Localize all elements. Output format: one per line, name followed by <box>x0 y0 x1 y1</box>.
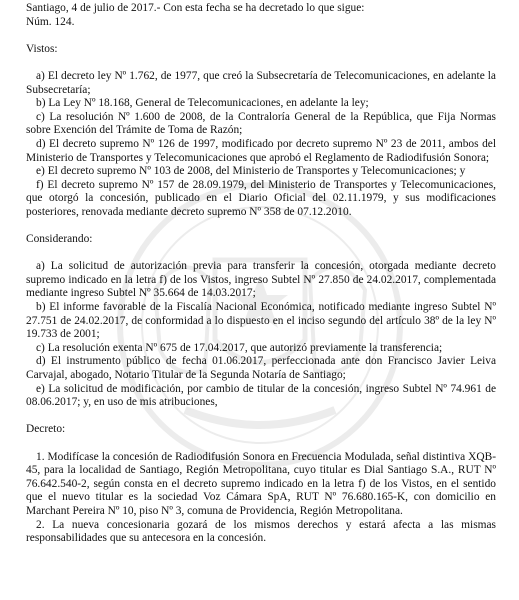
decree-number: Núm. 124. <box>26 15 75 28</box>
decreto-item-2: 2. La nueva concesionaria gozará de los mismos derechos y estará afecta a las mismas responsabilidades que su antecesora en la concesión. <box>26 518 496 545</box>
vistos-item-c: c) La resolución Nº 1.600 de 2008, de la Contraloría General de la República, que Fija Normas sobre Exención del Trámite de Toma de Razón; <box>26 110 496 137</box>
considerando-item-d: d) El instrumento público de fecha 01.06.2017, perfeccionada ante don Francisco Javier Leiva Carvajal, abogado, Notario Titular de la Segunda Notaría de Santiago; <box>26 355 496 382</box>
considerando-item-c: c) La resolución exenta Nº 675 de 17.04.2017, que autorizó previamente la transferencia; <box>36 341 443 354</box>
vistos-item-a: a) El decreto ley Nº 1.762, de 1977, que creó la Subsecretaría de Telecomunicaciones, en adelante la Subsecretaría; <box>26 69 496 96</box>
vistos-item-e: e) El decreto supremo Nº 103 de 2008, del Ministerio de Transportes y Telecomunicaciones; y <box>36 165 466 178</box>
decree-document <box>26 2 496 546</box>
vistos-item-f: f) El decreto supremo Nº 157 de 28.09.1979, del Ministerio de Transportes y Telecomunicaciones, que otorgó la concesión, publicado en el Diario Oficial del 02.11.1979, y sus modificaciones posteriores, renovada mediante decreto supremo Nº 358 de 07.12.2010. <box>26 178 496 218</box>
vistos-item-d: d) El decreto supremo Nº 126 de 1997, modificado por decreto supremo Nº 23 de 2011, ambos del Ministerio de Transportes y Telecomunicaciones que aprobó el Reglamento de Radiodifusión Sonora; <box>26 137 496 164</box>
decreto-heading: Decreto: <box>26 423 66 436</box>
vistos-heading: Vistos: <box>26 42 58 55</box>
considerando-item-a: a) La solicitud de autorización previa para transferir la concesión, otorgada mediante decreto supremo indicado en la letra f) de los Vistos, ingreso Subtel Nº 27.850 de 24.02.2017, complementada mediante ingreso Subtel Nº 35.664 de 14.03.2017; <box>26 260 496 300</box>
considerando-heading: Considerando: <box>26 233 93 246</box>
considerando-item-b: b) El informe favorable de la Fiscalía Nacional Económica, notificado mediante ingreso Subtel Nº 27.751 de 24.02.2017, de conformidad a lo dispuesto en el inciso segundo del artículo 38º de la ley Nº 19.733 de 2001; <box>26 301 496 341</box>
vistos-item-b: b) La Ley Nº 18.168, General de Telecomunicaciones, en adelante la ley; <box>36 97 369 110</box>
considerando-item-e: e) La solicitud de modificación, por cambio de titular de la concesión, ingreso Subtel Nº 74.961 de 08.06.2017; y, en uso de mis atribuciones, <box>26 382 496 409</box>
date-line: Santiago, 4 de julio de 2017.- Con esta fecha se ha decretado lo que sigue: <box>26 2 365 14</box>
decreto-item-1: 1. Modifícase la concesión de Radiodifusión Sonora en Frecuencia Modulada, señal distintiva XQB-45, para la localidad de Santiago, Región Metropolitana, cuyo titular es Dial Santiago S.A., RUT Nº 76.642.540-2, según consta en el decreto supremo indicado en la letra f) de los Vistos, en el sentido que el nuevo titular es la sociedad Voz Cámara SpA, RUT Nº 76.680.165-K, con domicilio en Marchant Pereira Nº 10, piso Nº 3, comuna de Providencia, Región Metropolitana. <box>26 450 496 517</box>
